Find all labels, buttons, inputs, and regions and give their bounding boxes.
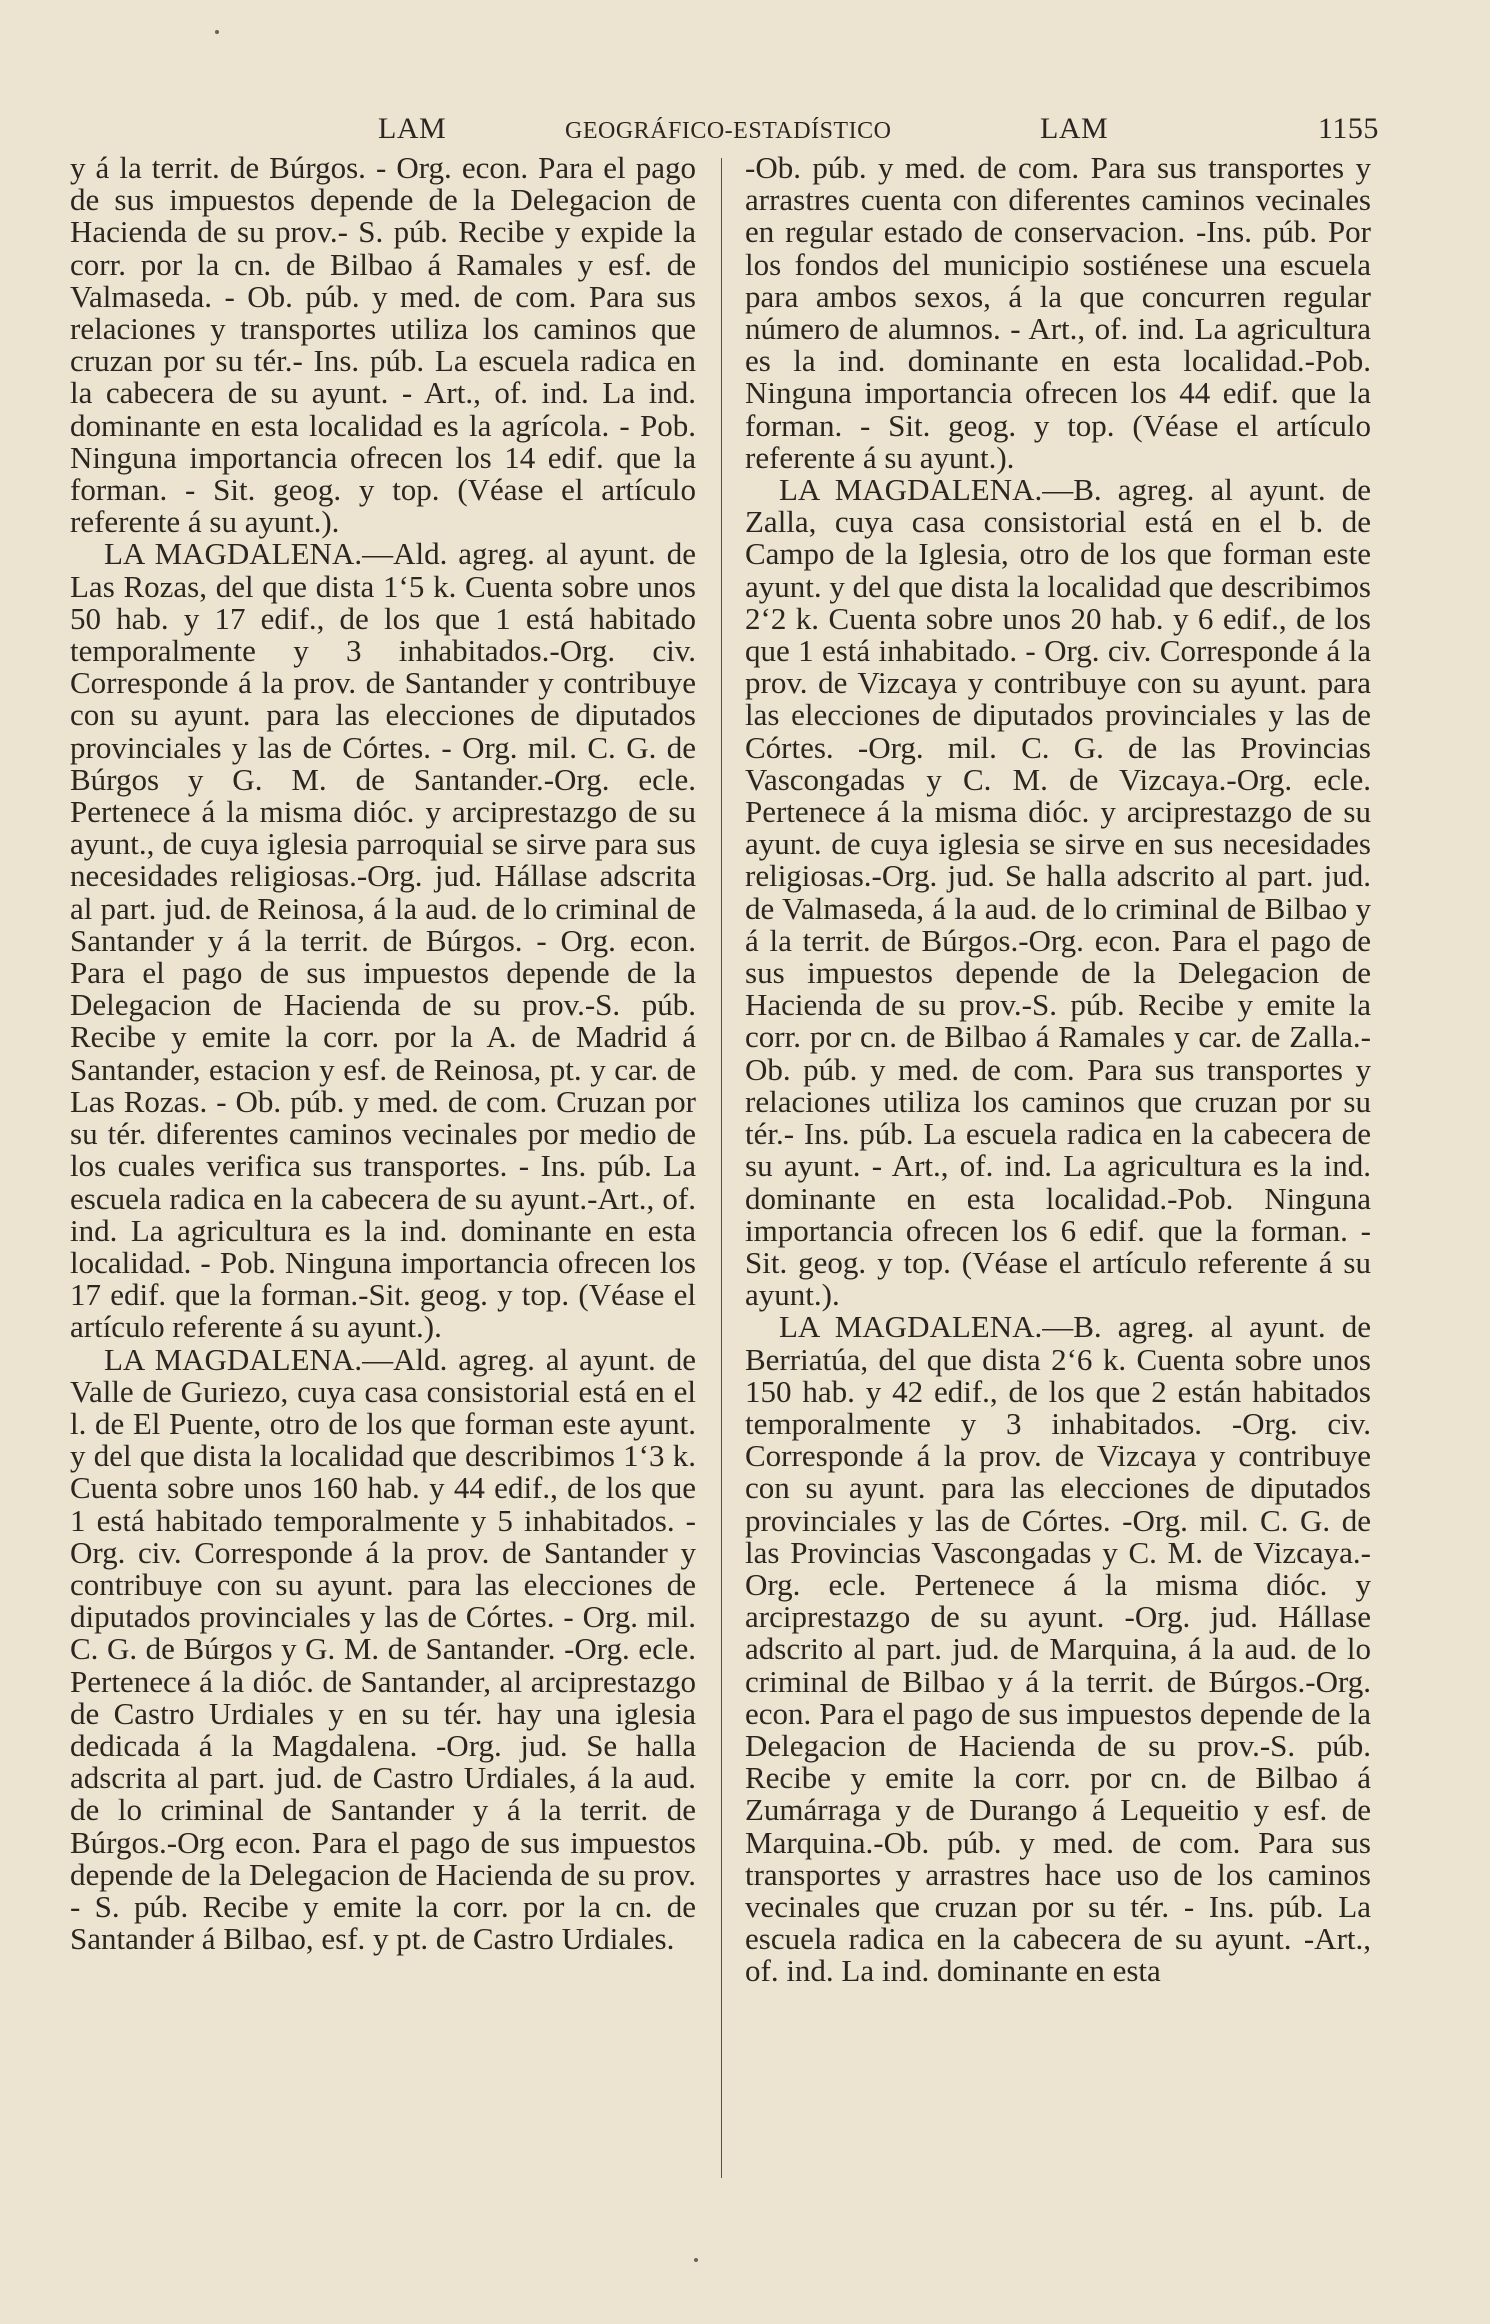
entry-la-magdalena-zalla: LA MAGDALENA.—B. agreg. al ayunt. de Zalla, cuya casa consistorial está en el b. de Campo de la Iglesia, otro de los que forman este ayunt. y del que dista la localidad que describimos 2‘2 k. Cuenta sobre unos 20 hab. y 6 edif., de los que 1 está inhabitado. - Org. civ. Corresponde á la prov. de Vizcaya y contribuye con su ayunt. para las elecciones de diputados provinciales y las de Córtes. -Org. mil. C. G. de las Provincias Vascongadas y C. M. de Vizcaya.-Org. ecle. Pertenece á la misma dióc. y arciprestazgo de su ayunt. de cuya iglesia se sirve en sus necesidades religiosas.-Org. jud. Se halla adscrito al part. jud. de Valmaseda, á la aud. de lo criminal de Bilbao y á la territ. de Búrgos.-Org. econ. Para el pago de sus impuestos depende de la Delegacion de Hacienda de su prov.-S. púb. Recibe y emite la corr. por cn. de Bilbao á Ramales y car. de Zalla.- Ob. púb. y med. de com. Para sus transportes y relaciones utiliza los caminos que cruzan por su tér.- Ins. púb. La escuela radica en la cabecera de su ayunt. - Art., of. ind. La agricultura es la ind. dominante en esta localidad.-Pob. Ninguna importancia ofrecen los 6 edif. que la forman. - Sit. geog. y top. (Véase el artículo referente á su ayunt.). [745, 472, 1371, 1313]
entry-la-magdalena-berriatua: LA MAGDALENA.—B. agreg. al ayunt. de Berriatúa, del que dista 2‘6 k. Cuenta sobre unos 150 hab. y 42 edif., de los que 2 están habitados temporalmente y 3 inhabitados. -Org. civ. Corresponde á la prov. de Vizcaya y contribuye con su ayunt. para las elecciones de diputados provinciales y las de Córtes. -Org. mil. C. G. de las Provincias Vascongadas y C. M. de Vizcaya.-Org. ecle. Pertenece á la misma dióc. y arciprestazgo de su ayunt. -Org. jud. Hállase adscrito al part. jud. de Marquina, á la aud. de lo criminal de Bilbao y á la territ. de Búrgos.-Org. econ. Para el pago de sus impuestos depende de la Delegacion de Hacienda de su prov.-S. púb. Recibe y emite la corr. por cn. de Bilbao á Zumárraga y de Durango á Lequeitio y esf. de Marquina.-Ob. púb. y med. de com. Para sus transportes y arrastres hace uso de los caminos vecinales que cruzan por su tér. - Ins. púb. La escuela radica en la cabecera de su ayunt. -Art., of. ind. La ind. dominante en esta [745, 1309, 1371, 1989]
entry-la-magdalena-guriezo: LA MAGDALENA.—Ald. agreg. al ayunt. de Valle de Guriezo, cuya casa consistorial está en el l. de El Puente, otro de los que forman este ayunt. y del que dista la localidad que describimos 1‘3 k. Cuenta sobre unos 160 hab. y 44 edif., de los que 1 está habitado temporalmente y 5 inhabitados. - Org. civ. Corresponde á la prov. de Santander y contribuye con su ayunt. para las elecciones de diputados provinciales y las de Córtes. - Org. mil. C. G. de Búrgos y G. M. de Santander. -Org. ecle. Pertenece á la dióc. de Santander, al arciprestazgo de Castro Urdiales y en su tér. hay una iglesia dedicada á la Magdalena. -Org. jud. Se halla adscrita al part. jud. de Castro Urdiales, á la aud. de lo criminal de Santander y á la territ. de Búrgos.-Org econ. Para el pago de sus impuestos depende de la Delegacion de Hacienda de su prov. - S. púb. Recibe y emite la corr. por la cn. de Santander á Bilbao, esf. y pt. de Castro Urdiales. [70, 1341, 696, 1957]
right-column [745, 152, 1371, 2187]
running-head-center: GEOGRÁFICO-ESTADÍSTICO [565, 118, 892, 144]
entry-la-magdalena-las-rozas: LA MAGDALENA.—Ald. agreg. al ayunt. de Las Rozas, del que dista 1‘5 k. Cuenta sobre unos 50 hab. y 17 edif., de los que 1 está habitado temporalmente y 3 inhabitados.-Org. civ. Corresponde á la prov. de Santander y contribuye con su ayunt. para las elecciones de diputados provinciales y las de Córtes. - Org. mil. C. G. de Búrgos y G. M. de Santander.-Org. ecle. Pertenece á la misma dióc. y arciprestazgo de su ayunt., de cuya iglesia parroquial se sirve para sus necesidades religiosas.-Org. jud. Hállase adscrita al part. jud. de Reinosa, á la aud. de lo criminal de Santander y á la territ. de Búrgos. - Org. econ. Para el pago de sus impuestos depende de la Delegacion de Hacienda de su prov.-S. púb. Recibe y emite la corr. por la A. de Madrid á Santander, estacion y esf. de Reinosa, pt. y car. de Las Rozas. - Ob. púb. y med. de com. Cruzan por su tér. diferentes caminos vecinales por medio de los cuales verifica sus transportes. - Ins. púb. La escuela radica en la cabecera de su ayunt.-Art., of. ind. La agricultura es la ind. dominante en esta localidad. - Pob. Ninguna importancia ofrecen los 17 edif. que la forman.-Sit. geog. y top. (Véase el artículo referente á su ayunt.). [70, 536, 696, 1345]
paper-speck [694, 2258, 698, 2262]
column-divider [721, 158, 722, 2178]
paragraph-continuation: y á la territ. de Búrgos. - Org. econ. Para el pago de sus impuestos depende de la Delegacion de Hacienda de su prov.- S. púb. Recibe y expide la corr. por la cn. de Bilbao á Ramales y esf. de Valmaseda. - Ob. púb. y med. de com. Para sus relaciones y transportes utiliza los caminos que cruzan por su tér.- Ins. púb. La escuela radica en la cabecera de su ayunt. - Art., of. ind. La ind. dominante en esta localidad es la agrícola. - Pob. Ninguna importancia ofrecen los 14 edif. que la forman. - Sit. geog. y top. (Véase el artículo referente á su ayunt.). [70, 152, 696, 540]
running-head-left: LAM [378, 112, 447, 145]
paragraph-continuation: -Ob. púb. y med. de com. Para sus transportes y arrastres cuenta con diferentes caminos vecinales en regular estado de conservacion. -Ins. púb. Por los fondos del municipio sostiénese una escuela para ambos sexos, á la que concurren regular número de alumnos. - Art., of. ind. La agricultura es la ind. dominante en esta localidad.-Pob. Ninguna importancia ofrecen los 44 edif. que la forman. - Sit. geog. y top. (Véase el artículo referente á su ayunt.). [745, 152, 1371, 475]
left-column [70, 152, 696, 2187]
running-head-right: LAM [1040, 112, 1109, 145]
paper-speck [215, 30, 219, 34]
page-number: 1155 [1318, 112, 1379, 145]
